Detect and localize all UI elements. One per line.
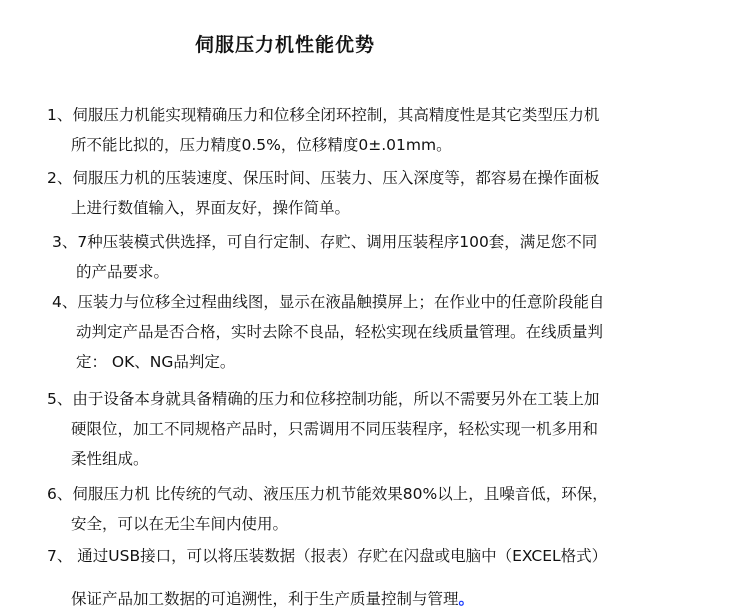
item-1-line-2: 所不能比拟的，压力精度0.5%，位移精度0±.01mm。 xyxy=(71,136,452,154)
advantage-item-4 xyxy=(52,287,722,377)
item-7-line-2 xyxy=(47,584,717,614)
item-3-line-1: 3、7种压装模式供选择，可自行定制、存贮、调用压装程序100套，满足您不同 xyxy=(52,233,598,251)
item-3-line-2: 的产品要求。 xyxy=(76,263,170,281)
document-title: 伺服压力机性能优势 xyxy=(194,34,375,56)
advantage-item-2 xyxy=(47,163,717,223)
item-2-line-2: 上进行数值输入，界面友好，操作简单。 xyxy=(71,199,351,217)
item-7-line-2-text: 保证产品加工数据的可追溯性，利于生产质量控制与管理 xyxy=(71,590,459,608)
item-1-line-1: 1、伺服压力机能实现精确压力和位移全闭环控制，其高精度性是其它类型压力机 xyxy=(47,106,600,124)
advantage-item-7 xyxy=(47,541,717,614)
item-5-line-3: 柔性组成。 xyxy=(71,450,149,468)
item-7-line-1: 7、 通过USB接口，可以将压装数据（报表）存贮在闪盘或电脑中（EXCEL格式） xyxy=(47,547,608,565)
item-4-line-1: 4、压装力与位移全过程曲线图，显示在液晶触摸屏上；在作业中的任意阶段能自 xyxy=(52,293,605,311)
item-4-line-3: 定： OK、NG品判定。 xyxy=(76,353,236,371)
advantage-item-5 xyxy=(47,384,717,474)
advantage-item-1 xyxy=(47,100,717,160)
advantage-item-6 xyxy=(47,479,717,539)
item-2-line-1: 2、伺服压力机的压装速度、保压时间、压装力、压入深度等，都容易在操作面板 xyxy=(47,169,600,187)
item-4-line-2: 动判定产品是否合格，实时去除不良品，轻松实现在线质量管理。在线质量判 xyxy=(76,323,604,341)
item-6-line-1: 6、伺服压力机 比传统的气动、液压压力机节能效果80%以上，且噪音低，环保， xyxy=(47,485,608,503)
advantage-item-3 xyxy=(52,227,722,287)
period-mark: 。 xyxy=(458,590,475,608)
item-6-line-2: 安全，可以在无尘车间内使用。 xyxy=(71,515,289,533)
item-5-line-1: 5、由于设备本身就具备精确的压力和位移控制功能，所以不需要另外在工装上加 xyxy=(47,390,600,408)
item-5-line-2: 硬限位，加工不同规格产品时，只需调用不同压装程序，轻松实现一机多用和 xyxy=(71,420,599,438)
